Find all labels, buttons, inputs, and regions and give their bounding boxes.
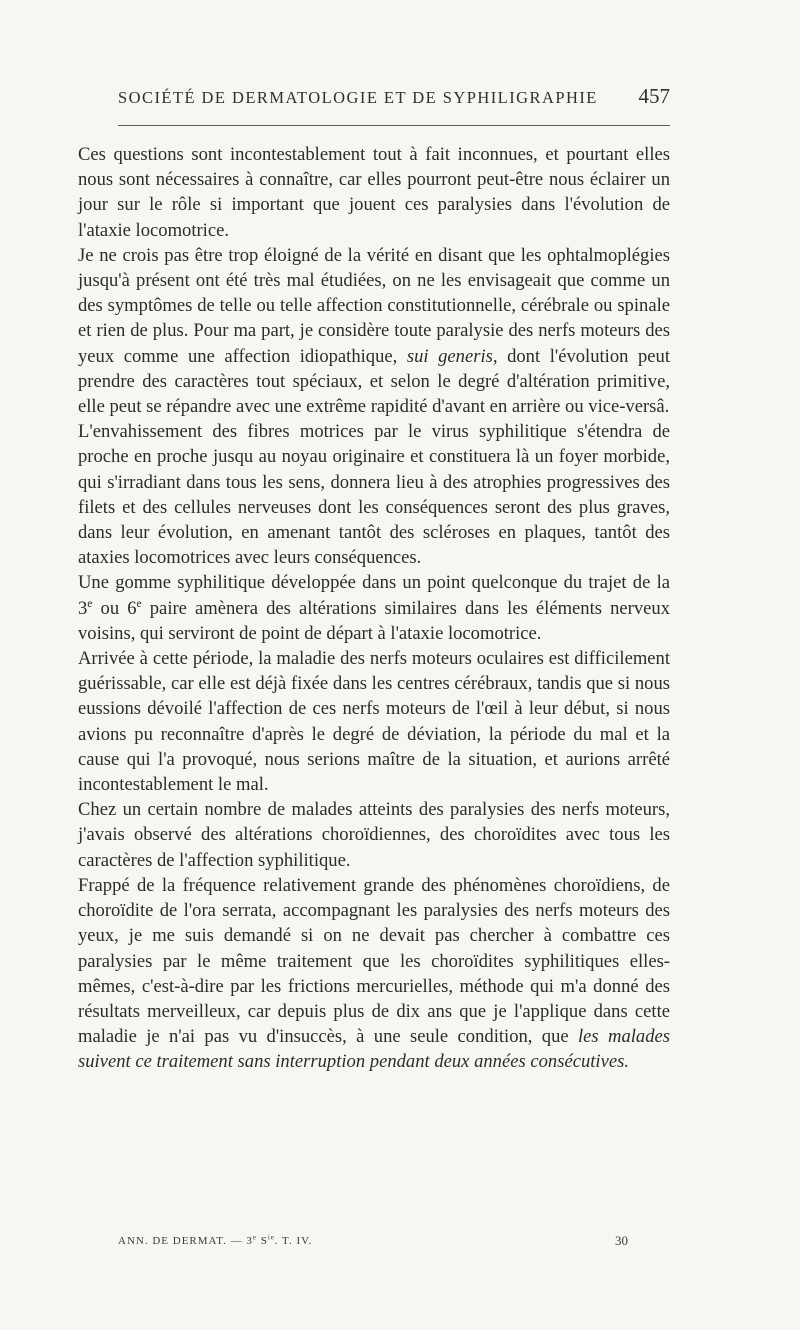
- header-rule: [118, 125, 670, 126]
- superscript-e: e: [87, 597, 93, 610]
- paragraph-4-text-end: paire amènera des altérations similaires dans les éléments nerveux voisins, qui serviront de point de départ à l'ataxie locomotrice.: [78, 597, 670, 644]
- paragraph-2-italic: sui generis,: [406, 345, 498, 367]
- journal-volume: . T. IV.: [274, 1235, 313, 1247]
- journal-series-superscript: ie: [267, 1234, 275, 1242]
- paragraph-5: Arrivée à cette période, la maladie des nerfs moteurs oculaires est difficilement guérissable, car elle est déjà fixée dans les centres cérébraux, tandis que si nous eussions dévoilé l'affection de ces nerfs moteurs de l'œil à leur début, si nous avions pu reconnaître d'après le degré de déviation, la période du mal et la cause qui l'a provoqué, nous serions maître de la situation, et aurions arrêté incontestablement le mal.: [78, 648, 670, 796]
- journal-superscript: e: [252, 1234, 257, 1242]
- paragraph-7: [78, 873, 670, 1075]
- paragraph-6: Chez un certain nombre de malades atteints des paralysies des nerfs moteurs, j'avais observé des altérations choroïdiennes, des choroïdites avec tous les caractères de l'affection syphilitique.: [78, 799, 670, 871]
- running-head: [118, 86, 670, 114]
- paragraph-7-italic: les malades suivent ce traitement sans interruption pendant deux années consécutives.: [78, 1026, 671, 1073]
- paragraph-2-text-end: dont l'évolution peut prendre des caractères tout spéciaux, et selon le degré d'altération primitive, elle peut se répandre avec une extrême rapidité d'avant en arrière ou vice-versâ.: [78, 345, 671, 418]
- paragraph-7-text: Frappé de la fréquence relativement grande des phénomènes choroïdiens, de choroïdite de l'ora serrata, accompagnant les paralysies des nerfs moteurs des yeux, je me suis demandé si on ne devait pas chercher à combattre ces paralysies par le même traitement que les choroïdites syphilitiques elles-mêmes, c'est-à-dire par les frictions mercurielles, méthode qui m'a donné des résultats merveilleux, car depuis plus de dix ans que je l'applique dans cette maladie je n'ai pas vu d'insuccès, à une seule condition, que: [78, 874, 670, 1048]
- journal-signature-text: ANN. DE DERMAT. — 3: [118, 1235, 253, 1247]
- paragraph-4-text-mid: ou 6: [92, 597, 137, 619]
- body-text: [78, 142, 670, 1075]
- page-footer: [118, 1233, 628, 1253]
- paragraph-1: Ces questions sont incontestablement tout à fait inconnues, et pourtant elles nous sont nécessaires à connaître, car elles pourront peut-être nous éclairer un jour sur le rôle si important que jouent ces paralysies dans l'évolution de l'ataxie locomotrice.: [78, 144, 670, 241]
- journal-series: S: [256, 1235, 268, 1247]
- paragraph-2-text: Je ne crois pas être trop éloigné de la vérité en disant que les ophtalmoplégies jusqu'à présent ont été très mal étudiées, on ne les envisageait que comme un des symptômes de telle ou telle affection constitutionnelle, cérébrale ou spinale et rien de plus. Pour ma part, je considère toute paralysie des nerfs moteurs des yeux comme une affection idiopathique,: [78, 244, 670, 367]
- paragraph-3: L'envahissement des fibres motrices par le virus syphilitique s'étendra de proche en proche jusqu au noyau originaire et constituera là un foyer morbide, qui s'irradiant dans tous les sens, donnera lieu à des atrophies progressives des filets et des cellules nerveuses dont les conséquences seront des plus graves, dans leur évolution, en amenant tantôt des scléroses en plaques, tantôt des ataxies locomotrices avec leurs conséquences.: [78, 421, 670, 569]
- paragraph-4-text: Une gomme syphilitique développée dans un point quelconque du trajet de la 3: [78, 572, 670, 619]
- paragraph-4: [78, 570, 670, 646]
- sheet-number: 30: [615, 1233, 628, 1248]
- superscript-e: e: [136, 597, 142, 610]
- journal-signature: [118, 1235, 312, 1247]
- paragraph-2: [78, 243, 670, 419]
- page-number: 457: [638, 84, 670, 108]
- running-title: SOCIÉTÉ DE DERMATOLOGIE ET DE SYPHILIGRAPHIE: [118, 88, 598, 107]
